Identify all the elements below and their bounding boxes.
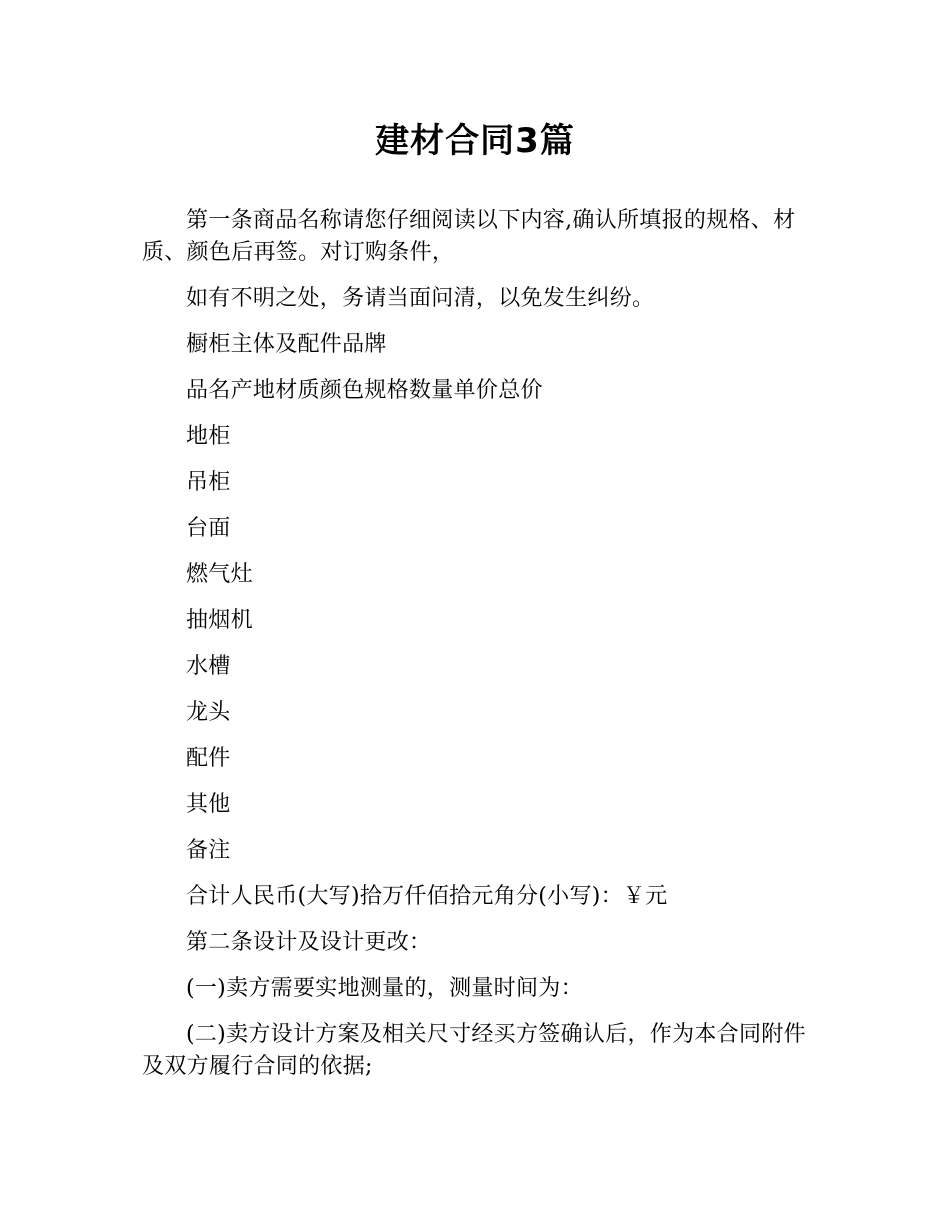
paragraph-clause-2: (二)卖方设计方案及相关尺寸经买方签确认后，作为本合同附件及双方履行合同的依据; bbox=[142, 1022, 806, 1079]
list-item: 燃气灶 bbox=[186, 562, 253, 587]
paragraph-total: 合计人民币(大写)拾万仟佰拾元角分(小写)：￥元 bbox=[186, 884, 668, 909]
list-item: 水槽 bbox=[186, 654, 231, 679]
list-item: 配件 bbox=[186, 746, 231, 771]
list-item: 地柜 bbox=[186, 424, 231, 449]
paragraph-notice: 如有不明之处，务请当面问清，以免发生纠纷。 bbox=[186, 286, 655, 311]
paragraph-clause-1: (一)卖方需要实地测量的，测量时间为： bbox=[186, 976, 583, 1001]
paragraph-article-1-intro: 第一条商品名称请您仔细阅读以下内容,确认所填报的规格、材质、颜色后再签。对订购条件， bbox=[142, 208, 796, 265]
list-item: 吊柜 bbox=[186, 470, 231, 495]
list-item: 备注 bbox=[186, 838, 231, 863]
paragraph-article-2-heading: 第二条设计及设计更改： bbox=[186, 930, 432, 955]
paragraph-table-header: 品名产地材质颜色规格数量单价总价 bbox=[186, 378, 543, 403]
paragraph-brand: 橱柜主体及配件品牌 bbox=[186, 332, 387, 357]
document-body bbox=[142, 205, 808, 1097]
document-title: 建材合同3篇 bbox=[375, 121, 575, 161]
list-item: 其他 bbox=[186, 792, 231, 817]
list-item: 龙头 bbox=[186, 700, 231, 725]
list-item: 台面 bbox=[186, 516, 231, 541]
list-item: 抽烟机 bbox=[186, 608, 253, 633]
